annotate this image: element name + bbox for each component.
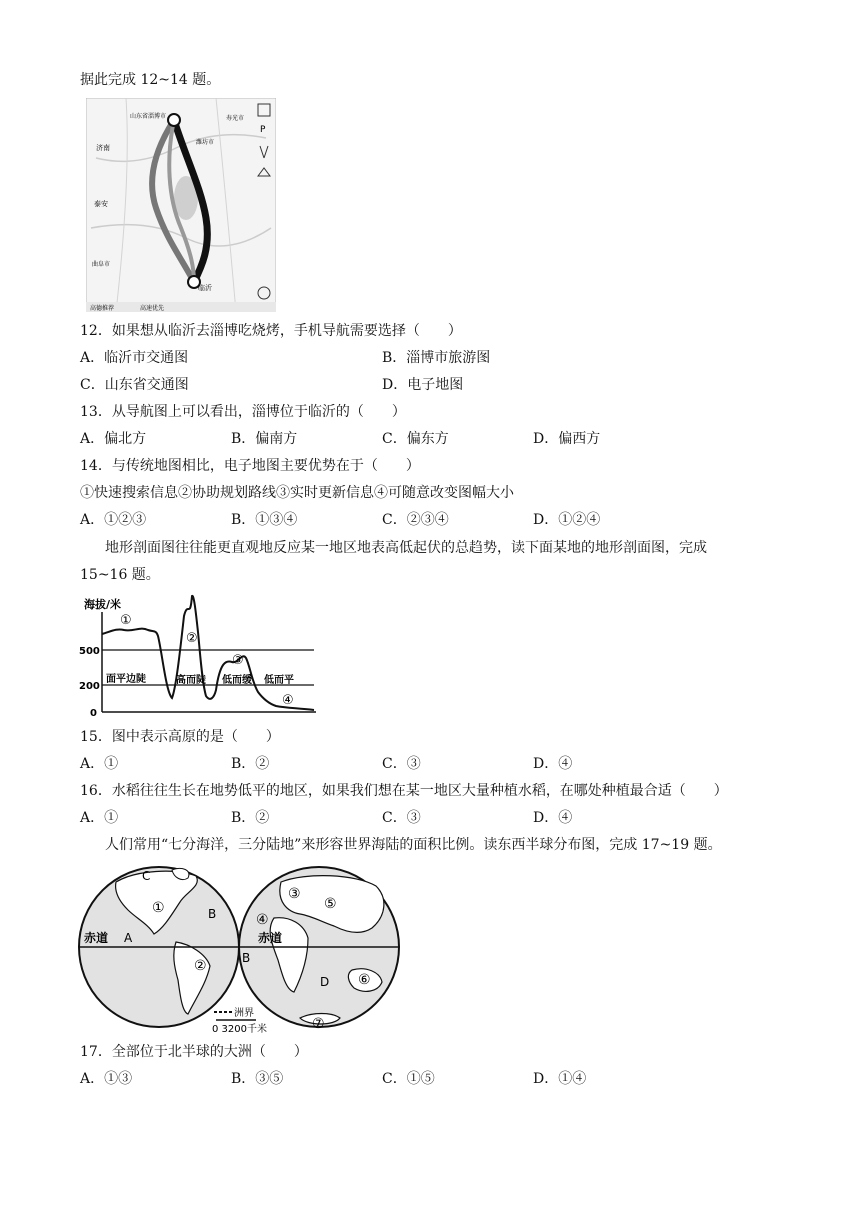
- ocean-letter-b-west: B: [208, 907, 217, 921]
- q14-items: ①快速搜索信息②协助规划路线③实时更新信息④可随意改变图幅大小: [80, 485, 514, 501]
- ocean-letter-a: A: [124, 931, 133, 945]
- intro-15-16-line2: 15~16 题。: [80, 567, 160, 583]
- q13-option-d[interactable]: D．偏西方: [533, 431, 601, 447]
- boundary-legend-label: 洲界: [234, 1008, 254, 1019]
- continent-marker-5: ⑤: [324, 896, 337, 912]
- q14-stem: 14．与传统地图相比，电子地图主要优势在于（ ）: [80, 458, 420, 474]
- profile-label-4: 低而平: [264, 675, 294, 686]
- profile-ylabel: 海拔/米: [84, 598, 122, 611]
- equator-label-west: 赤道: [84, 931, 109, 945]
- nav-label-weifang: 潍坊市: [196, 139, 215, 146]
- profile-tick-200: 200: [79, 681, 100, 692]
- continent-marker-2: ②: [194, 958, 207, 974]
- profile-tick-500: 500: [79, 646, 100, 657]
- q17-option-c[interactable]: C．①⑤: [382, 1071, 435, 1087]
- q17-option-d[interactable]: D．①④: [533, 1071, 587, 1087]
- profile-label-2: 高而陡: [176, 675, 206, 686]
- q13-stem: 13．从导航图上可以看出，淄博位于临沂的（ ）: [80, 404, 406, 420]
- terrain-profile-figure: [76, 592, 320, 718]
- nav-label-linyi: 临沂: [198, 284, 212, 292]
- q12-option-a[interactable]: A．临沂市交通图: [80, 350, 189, 366]
- q15-option-b[interactable]: B．②: [231, 756, 270, 772]
- ocean-letter-c: C: [142, 869, 151, 883]
- equator-label-east: 赤道: [258, 931, 283, 945]
- intro-12-14: 据此完成 12~14 题。: [80, 72, 221, 88]
- q17-option-b[interactable]: B．③⑤: [231, 1071, 284, 1087]
- profile-marker-1: ①: [120, 613, 132, 628]
- q13-option-a[interactable]: A．偏北方: [80, 431, 147, 447]
- q16-option-b[interactable]: B．②: [231, 810, 270, 826]
- intro-15-16-line1: 地形剖面图往往能更直观地反应某一地区地表高低起伏的总趋势，读下面某地的地形剖面图，完成: [105, 540, 707, 556]
- continent-marker-6: ⑥: [358, 972, 371, 988]
- q15-stem: 15．图中表示高原的是（ ）: [80, 729, 280, 745]
- q14-option-c[interactable]: C．②③④: [382, 512, 449, 528]
- nav-label-jinan: 济南: [96, 144, 110, 152]
- intro-17-19: 人们常用“七分海洋，三分陆地”来形容世界海陆的面积比例。读东西半球分布图，完成 17~19 题。: [105, 837, 722, 853]
- nav-label-qufu: 曲阜市: [92, 261, 111, 268]
- parking-icon: P: [260, 125, 266, 135]
- ocean-letter-b-east: B: [242, 951, 251, 965]
- q15-option-d[interactable]: D．④: [533, 756, 573, 772]
- continent-marker-7: ⑦: [312, 1016, 325, 1032]
- nav-bottom-mid: 高速优先: [140, 305, 165, 312]
- profile-label-1: 面平边陡: [106, 674, 146, 685]
- q16-option-c[interactable]: C．③: [382, 810, 421, 826]
- q17-option-a[interactable]: A．①③: [80, 1071, 133, 1087]
- q16-stem: 16．水稻往往生长在地势低平的地区，如果我们想在某一地区大量种植水稻，在哪处种植最合适（ ）: [80, 783, 728, 799]
- q12-option-b[interactable]: B．淄博市旅游图: [382, 350, 491, 366]
- nav-bottom-left: 高德推荐: [90, 305, 115, 312]
- q12-stem: 12．如果想从临沂去淄博吃烧烤，手机导航需要选择（ ）: [80, 323, 462, 339]
- continent-marker-1: ①: [152, 900, 165, 916]
- q17-stem: 17．全部位于北半球的大洲（ ）: [80, 1044, 308, 1060]
- q14-option-a[interactable]: A．①②③: [80, 512, 147, 528]
- hemispheres-figure: [76, 862, 406, 1034]
- q16-option-a[interactable]: A．①: [80, 810, 119, 826]
- q12-option-c[interactable]: C．山东省交通图: [80, 377, 189, 393]
- q13-option-b[interactable]: B．偏南方: [231, 431, 298, 447]
- profile-marker-3: ③: [232, 653, 244, 668]
- q13-option-c[interactable]: C．偏东方: [382, 431, 449, 447]
- q15-option-c[interactable]: C．③: [382, 756, 421, 772]
- continent-marker-3: ③: [288, 886, 301, 902]
- q12-option-d[interactable]: D．电子地图: [382, 377, 464, 393]
- profile-tick-0: 0: [90, 708, 97, 718]
- profile-label-3: 低而缓: [222, 675, 252, 686]
- scale-bar-label: 0 3200千米: [212, 1024, 267, 1034]
- navigation-map-figure: [86, 98, 276, 312]
- nav-city-label: 山东省淄博市: [130, 113, 167, 120]
- q15-option-a[interactable]: A．①: [80, 756, 119, 772]
- nav-label-taian: 泰安: [94, 200, 108, 208]
- continent-marker-4: ④: [256, 912, 269, 928]
- q14-option-d[interactable]: D．①②④: [533, 512, 601, 528]
- q14-option-b[interactable]: B．①③④: [231, 512, 298, 528]
- ocean-letter-d: D: [320, 975, 330, 989]
- profile-marker-2: ②: [186, 631, 198, 646]
- nav-label-shouguang: 寿光市: [226, 115, 245, 122]
- profile-marker-4: ④: [282, 693, 294, 708]
- q16-option-d[interactable]: D．④: [533, 810, 573, 826]
